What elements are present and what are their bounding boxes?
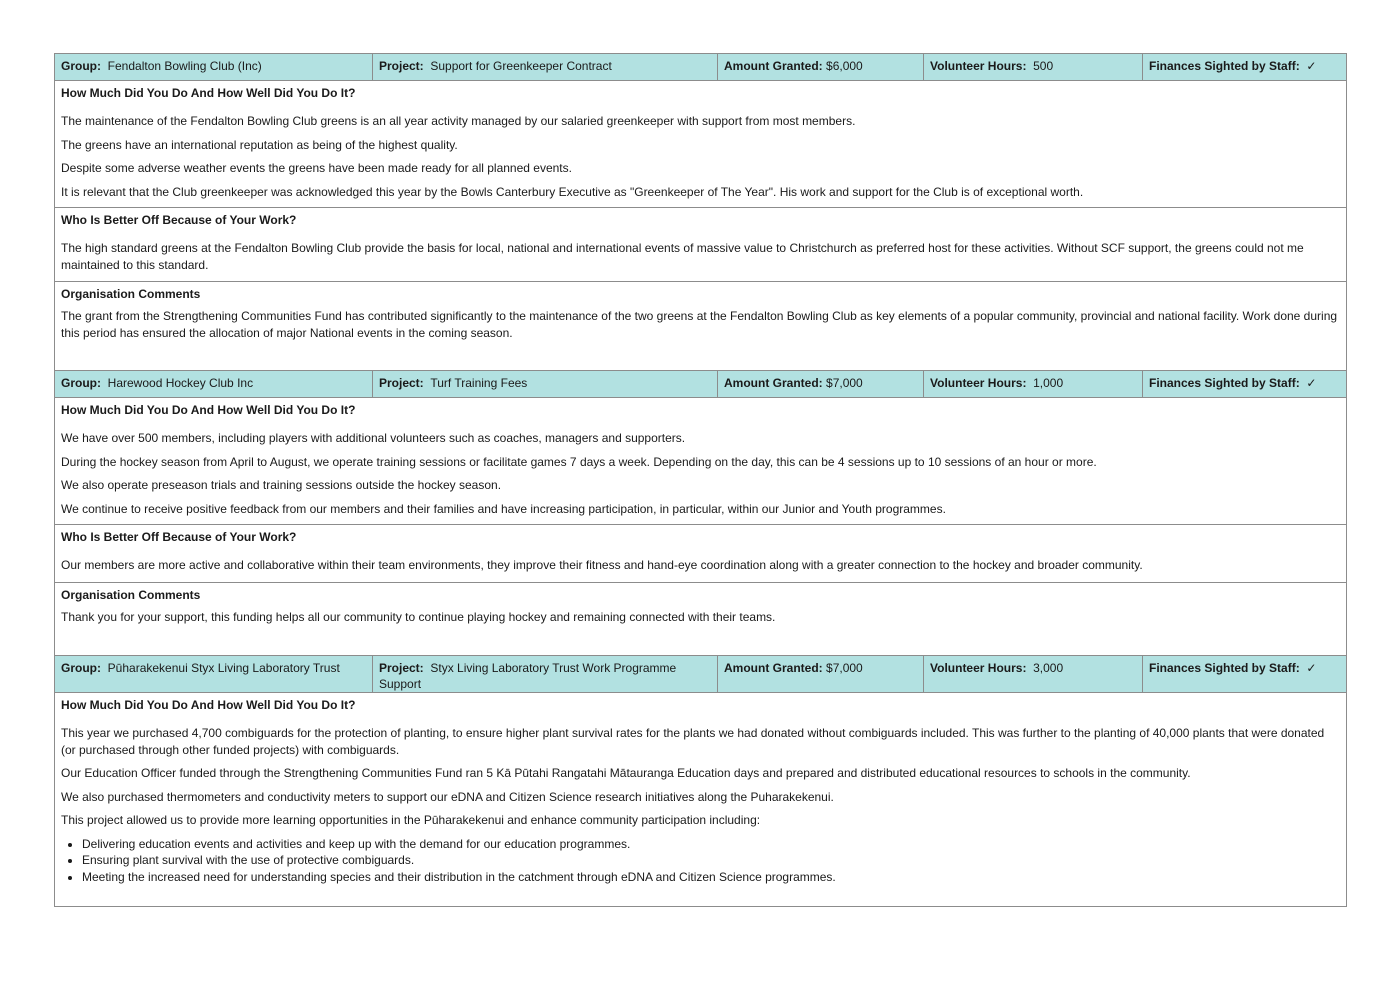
paragraph: Despite some adverse weather events the greens have been made ready for all planned events.: [61, 161, 572, 175]
project-label: Project:: [379, 661, 424, 675]
paragraph: The greens have an international reputation as being of the highest quality.: [61, 137, 458, 152]
amount-label: Amount Granted:: [724, 661, 823, 675]
org-comments-row: [55, 583, 1347, 656]
amount-cell: [718, 371, 924, 398]
better-off-row: [55, 208, 1347, 282]
paragraph: The maintenance of the Fendalton Bowling Club greens is an all year activity managed by our salaried greenkeeper with support from most members.: [61, 114, 856, 128]
hours-cell: [924, 54, 1143, 81]
better-off-section: [55, 208, 1347, 282]
paragraph: We continue to receive positive feedback from our members and their families and have increasing participation, in particular, within our Junior and Youth programmes.: [61, 501, 946, 516]
hours-label: Volunteer Hours:: [930, 661, 1027, 675]
group-value: Fendalton Bowling Club (Inc): [107, 59, 262, 73]
bullet-list: [61, 836, 1340, 886]
how-much-section: [55, 693, 1347, 907]
org-comments-section: [55, 282, 1347, 371]
org-comments-title: Organisation Comments: [61, 287, 201, 301]
how-much-section: [55, 398, 1347, 525]
better-off-title: Who Is Better Off Because of Your Work?: [61, 213, 297, 227]
better-off-row: [55, 525, 1347, 583]
project-label: Project:: [379, 59, 424, 73]
project-cell: [373, 371, 718, 398]
list-item: • Meeting the increased need for understanding species and their distribution in the catchment through eDNA and Citizen Science programmes.: [82, 869, 1340, 886]
paragraph: We have over 500 members, including players with additional volunteers such as coaches, managers and supporters.: [61, 431, 686, 445]
checkmark-icon: ✓: [1306, 59, 1317, 73]
grant-report: [54, 53, 1346, 907]
project-value: Styx Living Laboratory Trust Work Programme Support: [379, 661, 677, 691]
group-label: Group:: [61, 59, 101, 73]
better-off-title: Who Is Better Off Because of Your Work?: [61, 530, 297, 544]
checkmark-icon: ✓: [1306, 661, 1317, 675]
amount-cell: [718, 54, 924, 81]
group-label: Group:: [61, 376, 101, 390]
project-cell: [373, 656, 718, 693]
finances-cell: [1143, 54, 1347, 81]
project-label: Project:: [379, 376, 424, 390]
finances-label: Finances Sighted by Staff:: [1149, 59, 1300, 73]
paragraph: It is relevant that the Club greenkeeper was acknowledged this year by the Bowls Canterbury Executive as "Greenkeeper of The Year". His work and support for the Club is of exceptional worth.: [61, 184, 1084, 199]
project-value: Turf Training Fees: [430, 376, 528, 390]
finances-cell: [1143, 371, 1347, 398]
how-much-title: How Much Did You Do And How Well Did You Do It?: [61, 698, 356, 712]
paragraph: Our Education Officer funded through the Strengthening Communities Fund ran 5 Kā Pūtahi Rangatahi Mātauranga Education days and prepared and distributed educational resources to schools in the community.: [61, 766, 1191, 780]
hours-label: Volunteer Hours:: [930, 376, 1027, 390]
hours-cell: [924, 371, 1143, 398]
paragraph: This year we purchased 4,700 combiguards for the protection of planting, to ensure higher plant survival rates for the plants we had donated without combiguards included. This was further to the planting of 40,000 plants that were donated (or purchased through other funded projects) with combiguards.: [61, 726, 1325, 757]
hours-cell: [924, 656, 1143, 693]
how-much-section: [55, 81, 1347, 208]
org-comments-section: [55, 583, 1347, 656]
paragraph: Thank you for your support, this funding helps all our community to continue playing hockey and remaining connected with their teams.: [61, 610, 776, 624]
finances-cell: [1143, 656, 1347, 693]
paragraph: This project allowed us to provide more learning opportunities in the Pūharakekenui and enhance community participation including:: [61, 813, 761, 827]
better-off-section: [55, 525, 1347, 583]
list-item: • Delivering education events and activities and keep up with the demand for our education programmes.: [82, 836, 1340, 853]
finances-label: Finances Sighted by Staff:: [1149, 661, 1300, 675]
amount-label: Amount Granted:: [724, 59, 823, 73]
group-value: Harewood Hockey Club Inc: [107, 376, 254, 390]
checkmark-icon: ✓: [1306, 376, 1317, 390]
grants-table: [54, 53, 1347, 907]
amount-value: $7,000: [826, 661, 863, 675]
hours-value: 3,000: [1033, 661, 1064, 675]
grant-header-row: [55, 54, 1347, 81]
paragraph: We also operate preseason trials and training sessions outside the hockey season.: [61, 478, 502, 492]
how-much-title: How Much Did You Do And How Well Did You Do It?: [61, 86, 356, 100]
project-value: Support for Greenkeeper Contract: [430, 59, 612, 73]
amount-value: $7,000: [826, 376, 863, 390]
org-comments-title: Organisation Comments: [61, 588, 201, 602]
amount-label: Amount Granted:: [724, 376, 823, 390]
paragraph: During the hockey season from April to August, we operate training sessions or facilitate games 7 days a week. Depending on the day, this can be 4 sessions up to 10 sessions of an hour or more.: [61, 454, 1097, 469]
paragraph: We also purchased thermometers and conductivity meters to support our eDNA and Citizen Science research initiatives along the Puharakekenui.: [61, 789, 834, 804]
hours-value: 500: [1033, 59, 1054, 73]
group-value: Pūharakekenui Styx Living Laboratory Trust: [107, 661, 340, 675]
group-cell: [55, 371, 373, 398]
hours-label: Volunteer Hours:: [930, 59, 1027, 73]
list-item: • Ensuring plant survival with the use of protective combiguards.: [82, 852, 1340, 869]
project-cell: [373, 54, 718, 81]
org-comments-row: [55, 282, 1347, 371]
amount-value: $6,000: [826, 59, 863, 73]
paragraph: Our members are more active and collaborative within their team environments, they improve their fitness and hand-eye coordination along with a greater connection to the hockey and broader community.: [61, 558, 1143, 572]
amount-cell: [718, 656, 924, 693]
grant-header-row: [55, 371, 1347, 398]
group-cell: [55, 54, 373, 81]
how-much-row: [55, 81, 1347, 208]
how-much-row: [55, 398, 1347, 525]
how-much-row: [55, 693, 1347, 907]
paragraph: The high standard greens at the Fendalton Bowling Club provide the basis for local, national and international events of massive value to Christchurch as preferred host for these activities. Without SCF support, the greens could not me maintained to this standard.: [61, 241, 1304, 272]
grant-header-row: [55, 656, 1347, 693]
group-cell: [55, 656, 373, 693]
paragraph: The grant from the Strengthening Communities Fund has contributed significantly to the maintenance of the two greens at the Fendalton Bowling Club as key elements of a popular community, provincial and national facility. Work done during this period has ensured the allocation of major National events in the coming season.: [61, 309, 1338, 340]
group-label: Group:: [61, 661, 101, 675]
finances-label: Finances Sighted by Staff:: [1149, 376, 1300, 390]
how-much-title: How Much Did You Do And How Well Did You Do It?: [61, 403, 356, 417]
hours-value: 1,000: [1033, 376, 1064, 390]
